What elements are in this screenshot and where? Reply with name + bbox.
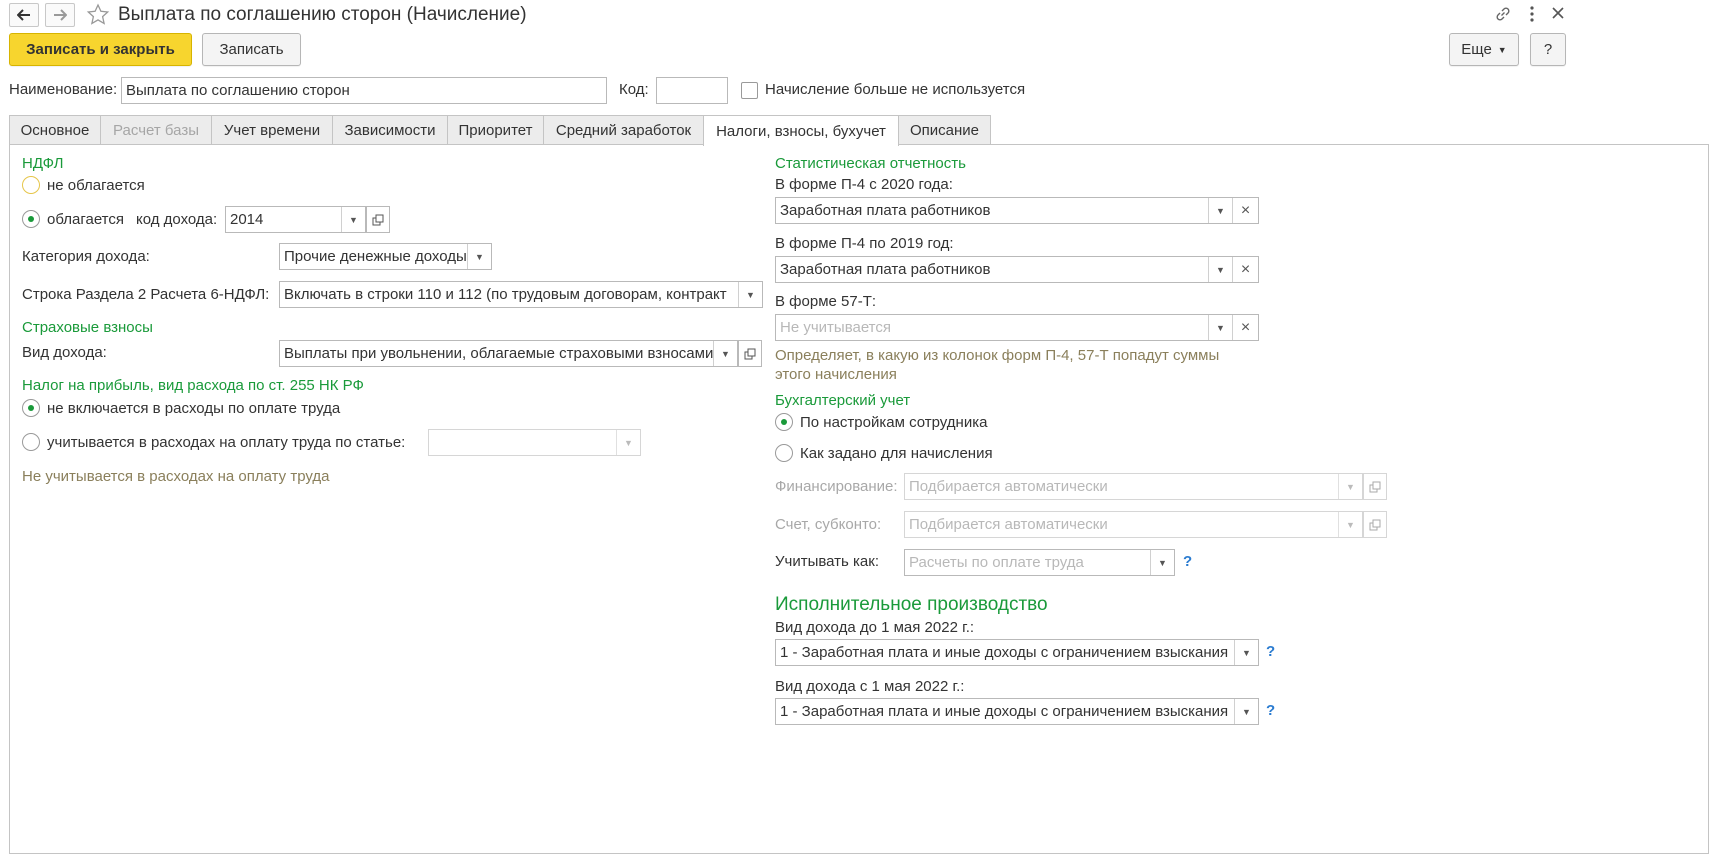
ndfl-row-select[interactable] — [279, 281, 763, 308]
chevron-down-icon[interactable]: ▼ — [1234, 640, 1258, 665]
ndfl-not-taxed-label: не облагается — [47, 177, 145, 194]
account-as-select[interactable] — [904, 549, 1175, 576]
income-code-open-button[interactable] — [366, 206, 390, 233]
open-form-icon — [1369, 481, 1381, 493]
kebab-menu-icon — [1525, 5, 1539, 23]
accounting-by-employee-label: По настройкам сотрудника — [800, 414, 988, 431]
ndfl-row-value: Включать в строки 110 и 112 (по трудовым договорам, контракт — [284, 286, 727, 303]
profit-tax-not-included-radio[interactable] — [22, 399, 40, 417]
profit-tax-included-label: учитывается в расходах на оплату труда по статье: — [47, 434, 406, 451]
chevron-down-icon[interactable]: ▼ — [1208, 198, 1232, 223]
statistics-section-title: Статистическая отчетность — [775, 155, 966, 172]
name-label: Наименование: — [9, 81, 118, 98]
chevron-down-icon[interactable]: ▼ — [1338, 512, 1362, 537]
more-button[interactable] — [1449, 33, 1519, 66]
enforcement-after-select[interactable] — [775, 698, 1259, 725]
p4-2019-label: В форме П-4 по 2019 год: — [775, 235, 954, 252]
more-actions-button[interactable] — [1525, 5, 1539, 25]
star-icon — [86, 3, 110, 27]
enforcement-section-title: Исполнительное производство — [775, 594, 1048, 615]
income-code-input[interactable] — [225, 206, 366, 233]
open-form-icon — [372, 214, 384, 226]
forward-button[interactable] — [45, 3, 75, 27]
chevron-down-icon[interactable]: ▼ — [341, 207, 365, 232]
enforcement-after-value: 1 - Заработная плата и иные доходы с ограничением взыскания — [780, 703, 1229, 720]
tab-main[interactable]: Основное — [9, 115, 101, 145]
enforcement-before-label: Вид дохода до 1 мая 2022 г.: — [775, 619, 975, 636]
account-label: Счет, субконто: — [775, 516, 882, 533]
p4-2020-value: Заработная плата работников — [780, 202, 991, 219]
financing-placeholder: Подбирается автоматически — [909, 478, 1108, 495]
name-input[interactable] — [121, 77, 607, 104]
income-code-value: 2014 — [230, 211, 264, 228]
chevron-down-icon[interactable]: ▼ — [1234, 699, 1258, 724]
insurance-income-type-input[interactable] — [279, 340, 738, 367]
profit-tax-note: Не учитывается в расходах на оплату труда — [22, 468, 330, 485]
statistics-note: Определяет, в какую из колонок форм П-4, 57-Т попадут суммы этого начисления — [775, 347, 1220, 383]
p4-2019-value: Заработная плата работников — [780, 261, 991, 278]
f57-placeholder: Не учитывается — [780, 319, 891, 336]
open-form-icon — [744, 348, 756, 360]
link-icon — [1494, 5, 1512, 23]
tab-description[interactable]: Описание — [898, 115, 991, 145]
account-as-help-icon[interactable]: ? — [1183, 553, 1193, 570]
ndfl-row-label: Строка Раздела 2 Расчета 6-НДФЛ: — [22, 286, 270, 303]
chevron-down-icon: ▼ — [1497, 44, 1507, 55]
tab-taxes-contributions-accounting[interactable]: Налоги, взносы, бухучет — [703, 115, 899, 146]
account-as-label: Учитывать как: — [775, 553, 880, 570]
p4-2020-select[interactable] — [775, 197, 1259, 224]
arrow-right-icon — [53, 9, 67, 21]
income-category-label: Категория дохода: — [22, 248, 150, 265]
financing-input[interactable] — [904, 473, 1363, 500]
enforcement-before-value: 1 - Заработная плата и иные доходы с ограничением взыскания — [780, 644, 1229, 661]
f57-select[interactable] — [775, 314, 1259, 341]
code-input[interactable] — [656, 77, 728, 104]
not-used-checkbox[interactable] — [741, 82, 758, 99]
save-button[interactable]: Записать — [202, 33, 301, 66]
tab-time-tracking[interactable]: Учет времени — [211, 115, 333, 145]
not-used-label: Начисление больше не используется — [765, 81, 1026, 98]
insurance-income-type-label: Вид дохода: — [22, 344, 107, 361]
chevron-down-icon[interactable]: ▼ — [1208, 315, 1232, 340]
enforcement-before-select[interactable] — [775, 639, 1259, 666]
arrow-left-icon — [17, 9, 31, 21]
close-icon — [1550, 5, 1566, 21]
f57-label: В форме 57-Т: — [775, 293, 877, 310]
ndfl-section-title: НДФЛ — [22, 155, 64, 172]
profit-tax-included-radio[interactable] — [22, 433, 40, 451]
link-button[interactable] — [1494, 5, 1514, 25]
enforcement-after-help-icon[interactable]: ? — [1266, 702, 1276, 719]
window-title: Выплата по соглашению сторон (Начисление) — [118, 4, 527, 25]
p4-2020-label: В форме П-4 с 2020 года: — [775, 176, 953, 193]
income-category-value: Прочие денежные доходы — [284, 248, 467, 265]
favorite-button[interactable] — [86, 3, 110, 27]
chevron-down-icon[interactable]: ▼ — [1338, 474, 1362, 499]
enforcement-after-label: Вид дохода с 1 мая 2022 г.: — [775, 678, 965, 695]
profit-tax-article-select[interactable] — [428, 429, 641, 456]
chevron-down-icon[interactable]: ▼ — [1150, 550, 1174, 575]
income-code-label: код дохода: — [136, 211, 218, 228]
enforcement-before-help-icon[interactable]: ? — [1266, 643, 1276, 660]
back-button[interactable] — [9, 3, 39, 27]
tab-dependencies[interactable]: Зависимости — [332, 115, 448, 145]
financing-open-button[interactable] — [1363, 473, 1387, 500]
insurance-income-type-value: Выплаты при увольнении, облагаемые страховыми взносами — [284, 345, 713, 362]
close-button[interactable] — [1550, 5, 1570, 25]
account-as-placeholder: Расчеты по оплате труда — [909, 554, 1084, 571]
tab-priority[interactable]: Приоритет — [447, 115, 544, 145]
profit-tax-not-included-label: не включается в расходы по оплате труда — [47, 400, 341, 417]
ndfl-not-taxed-radio[interactable] — [22, 176, 40, 194]
account-placeholder: Подбирается автоматически — [909, 516, 1108, 533]
open-form-icon — [1369, 519, 1381, 531]
chevron-down-icon[interactable]: ▼ — [738, 282, 762, 307]
chevron-down-icon[interactable]: ▼ — [467, 244, 491, 269]
accounting-by-employee-radio[interactable] — [775, 413, 793, 431]
p4-2019-select[interactable] — [775, 256, 1259, 283]
clear-icon[interactable]: × — [1232, 257, 1258, 282]
account-open-button[interactable] — [1363, 511, 1387, 538]
insurance-section-title: Страховые взносы — [22, 319, 153, 336]
accounting-as-specified-label: Как задано для начисления — [800, 445, 993, 462]
clear-icon[interactable]: × — [1232, 315, 1258, 340]
profit-tax-section-title: Налог на прибыль, вид расхода по ст. 255 НК РФ — [22, 377, 364, 394]
ndfl-taxed-label: облагается — [47, 211, 125, 228]
accounting-as-specified-radio[interactable] — [775, 444, 793, 462]
help-button[interactable]: ? — [1530, 33, 1566, 66]
account-input[interactable] — [904, 511, 1363, 538]
financing-label: Финансирование: — [775, 478, 898, 495]
chevron-down-icon[interactable]: ▼ — [1208, 257, 1232, 282]
chevron-down-icon[interactable]: ▼ — [616, 430, 640, 455]
tab-base-calculation[interactable]: Расчет базы — [100, 115, 212, 145]
insurance-income-type-open-button[interactable] — [738, 340, 762, 367]
save-and-close-button[interactable]: Записать и закрыть — [9, 33, 192, 66]
income-category-select[interactable] — [279, 243, 492, 270]
more-button-label: Еще — [1461, 41, 1492, 58]
clear-icon[interactable]: × — [1232, 198, 1258, 223]
chevron-down-icon[interactable]: ▼ — [713, 341, 737, 366]
name-value: Выплата по соглашению сторон — [126, 82, 350, 99]
ndfl-taxed-radio[interactable] — [22, 210, 40, 228]
accounting-section-title: Бухгалтерский учет — [775, 392, 911, 409]
tab-average-earnings[interactable]: Средний заработок — [543, 115, 704, 145]
code-label: Код: — [619, 81, 649, 98]
